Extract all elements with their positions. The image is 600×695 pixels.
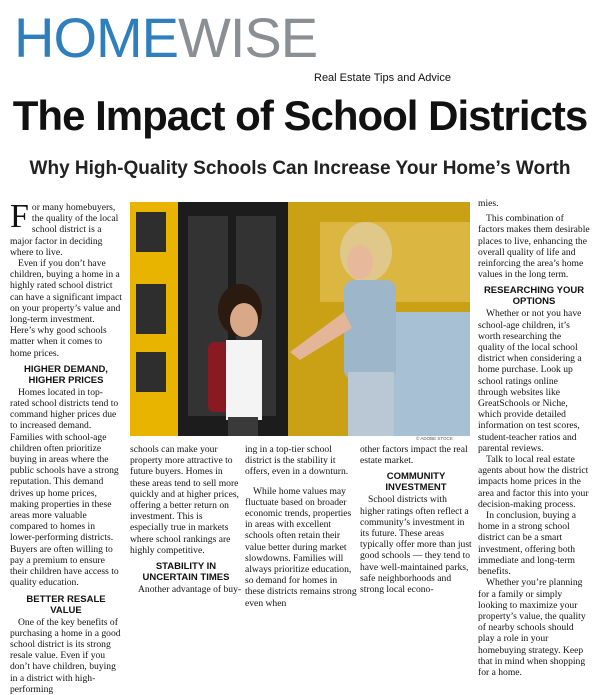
body-paragraph: In conclusion, buying a home in a strong school district can be a smart investment, offering both immediate and long-term benefits. [478, 510, 577, 578]
body-paragraph: Whether you’re planning for a family or simply looking to maximize your property’s value, the quality of nearby schools should play a role in your homebuying strategy. Keep that in mind when shopping for a home. [478, 577, 586, 678]
text-column-4 [360, 444, 472, 595]
article-headline: The Impact of School Districts [12, 92, 588, 139]
body-paragraph: other factors impact the real estate market. [360, 444, 468, 467]
section-heading-higher-demand: HIGHER DEMAND, HIGHER PRICES [24, 363, 108, 386]
body-paragraph: While home values may fluctuate based on broader economic trends, properties in areas with excellent schools often retain their value better during market slowdowns. Families will always prioritize education, so demand for homes in these districts remains strong even when [245, 485, 357, 609]
text-column-5 [478, 198, 590, 678]
text-column-2 [130, 444, 242, 595]
body-paragraph: Another advantage of buy- [138, 584, 242, 596]
body-paragraph: School districts with higher ratings often reflect a community’s investment in its future. These areas typically offer more than just good schools — they tend to have well-maintained parks, safe neighborhoods and strong local econo- [360, 494, 472, 596]
body-paragraph: One of the key benefits of purchasing a home in a good school district is its strong resale value. Even if you don’t have children, buying in a district with high-performing [10, 616, 121, 695]
brand-part-wise: WISE [178, 6, 318, 69]
section-heading-researching: RESEARCHING YOUR OPTIONS [483, 285, 585, 308]
body-paragraph: Even if you don’t have children, buying a home in a highly rated school district can have a significant impact on your property’s value and long-term investment. Here’s why good schools matter when it comes to home prices. [10, 258, 122, 359]
section-heading-community: COMMUNITY INVESTMENT [385, 471, 447, 494]
section-heading-better-resale: BETTER RESALE VALUE [26, 593, 106, 616]
body-paragraph: This combination of factors makes them desirable places to live, enhancing the overall quality of life and reinforcing the area’s home values in the long term. [478, 213, 590, 281]
photo-credit: © ADOBE STOCK [416, 436, 453, 441]
article-subheadline: Why High-Quality Schools Can Increase Your Home’s Worth [29, 158, 571, 179]
drop-cap: F [10, 198, 29, 235]
body-paragraph: Whether or not you have school-age children, it’s worth researching the quality of the local school district when considering a home purchase. Look up school ratings online through websites like GreatSchools or Niche, which provide detailed information on test scores, student-teacher ratios and parental reviews. [478, 308, 582, 454]
brand-logo [14, 6, 317, 70]
body-paragraph: ing in a top-tier school district is the stability it offers, even in a downturn. [245, 444, 349, 478]
school-bus-photo [130, 202, 470, 436]
tagline: Real Estate Tips and Advice [314, 72, 451, 84]
intro-paragraph: For many homebuyers, the quality of the local school district is a major factor in deciding where to live. [10, 198, 119, 258]
brand-part-home: HOME [14, 6, 178, 69]
text-column-3 [245, 444, 357, 609]
section-heading-stability: STABILITY IN UNCERTAIN TIMES [142, 561, 230, 584]
body-paragraph: schools can make your property more attractive to future buyers. Homes in these areas tend to sell more quickly and at higher prices, offering a better return on investment. This is especially true in markets where school rankings are highly competitive. [130, 444, 239, 556]
body-paragraph: mies. [478, 198, 499, 209]
article-photo [130, 202, 470, 436]
body-paragraph: Talk to local real estate agents about how the district impacts home prices in the area and factor this into your decision-making process. [478, 454, 589, 510]
body-paragraph: Homes located in top-rated school districts tend to command higher prices due to increased demand. Families with school-age children often prioritize buying in areas where the public schools have a strong reputation. This demand drives up home prices, making properties in these areas more valuable compared to homes in lower-performing districts. Buyers are often willing to pay a premium to ensure their children have access to quality education. [10, 386, 119, 589]
text-column-1 [10, 198, 122, 695]
